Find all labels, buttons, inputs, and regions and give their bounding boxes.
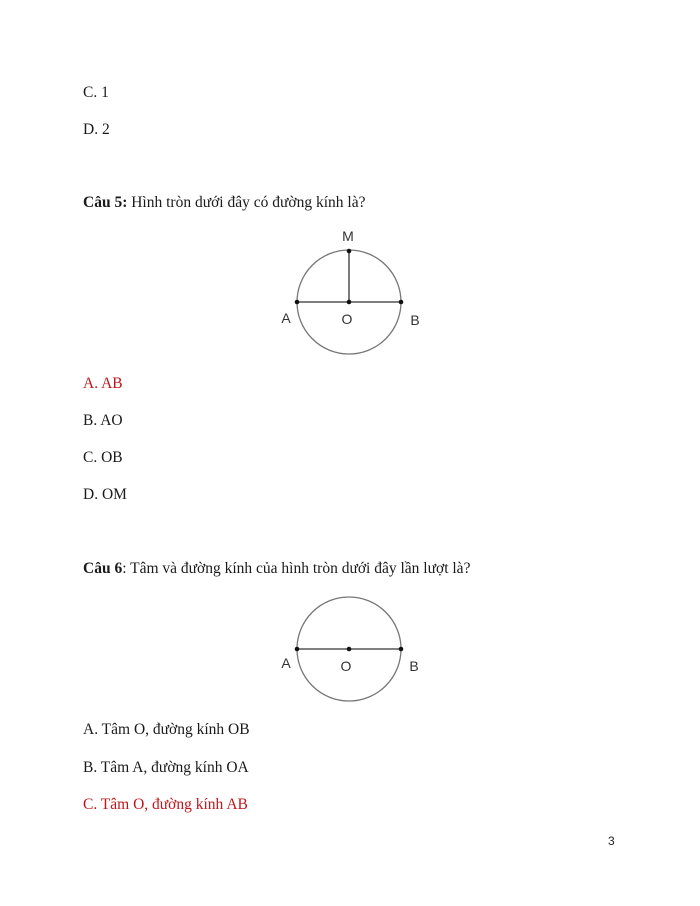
q5-option-b: B. AO [83, 412, 123, 429]
label-a: A [281, 655, 291, 671]
point-o [347, 300, 352, 305]
label-a: A [281, 310, 291, 326]
question-6-label: Câu 6 [83, 560, 123, 577]
q5-option-a: A. AB [83, 375, 123, 392]
question-6-text: : Tâm và đường kính của hình tròn dưới đây lần lượt là? [122, 560, 471, 577]
circle-figure-q6 [270, 590, 430, 712]
question-5 [83, 194, 365, 212]
q5-option-d: D. OM [83, 486, 127, 503]
label-b: B [410, 312, 420, 328]
point-m [347, 249, 352, 254]
label-o: O [341, 311, 353, 327]
prev-option-d: D. 2 [83, 121, 110, 138]
question-6 [83, 560, 470, 578]
circle-figure-q5 [270, 222, 430, 360]
page-number: 3 [608, 834, 615, 848]
q5-option-c: C. OB [83, 449, 123, 466]
point-b [399, 300, 404, 305]
label-m: M [342, 228, 354, 244]
question-5-label: Câu 5: [83, 194, 128, 211]
prev-option-c: C. 1 [83, 84, 109, 101]
point-a [295, 647, 300, 652]
point-o [347, 647, 352, 652]
q6-option-a: A. Tâm O, đường kính OB [83, 721, 250, 738]
q6-option-b: B. Tâm A, đường kính OA [83, 759, 249, 776]
question-5-text: Hình tròn dưới đây có đường kính là? [127, 194, 366, 211]
label-b: B [409, 658, 419, 674]
q6-option-c: C. Tâm O, đường kính AB [83, 796, 248, 813]
point-b [399, 647, 404, 652]
point-a [295, 300, 300, 305]
label-o: O [340, 658, 352, 674]
